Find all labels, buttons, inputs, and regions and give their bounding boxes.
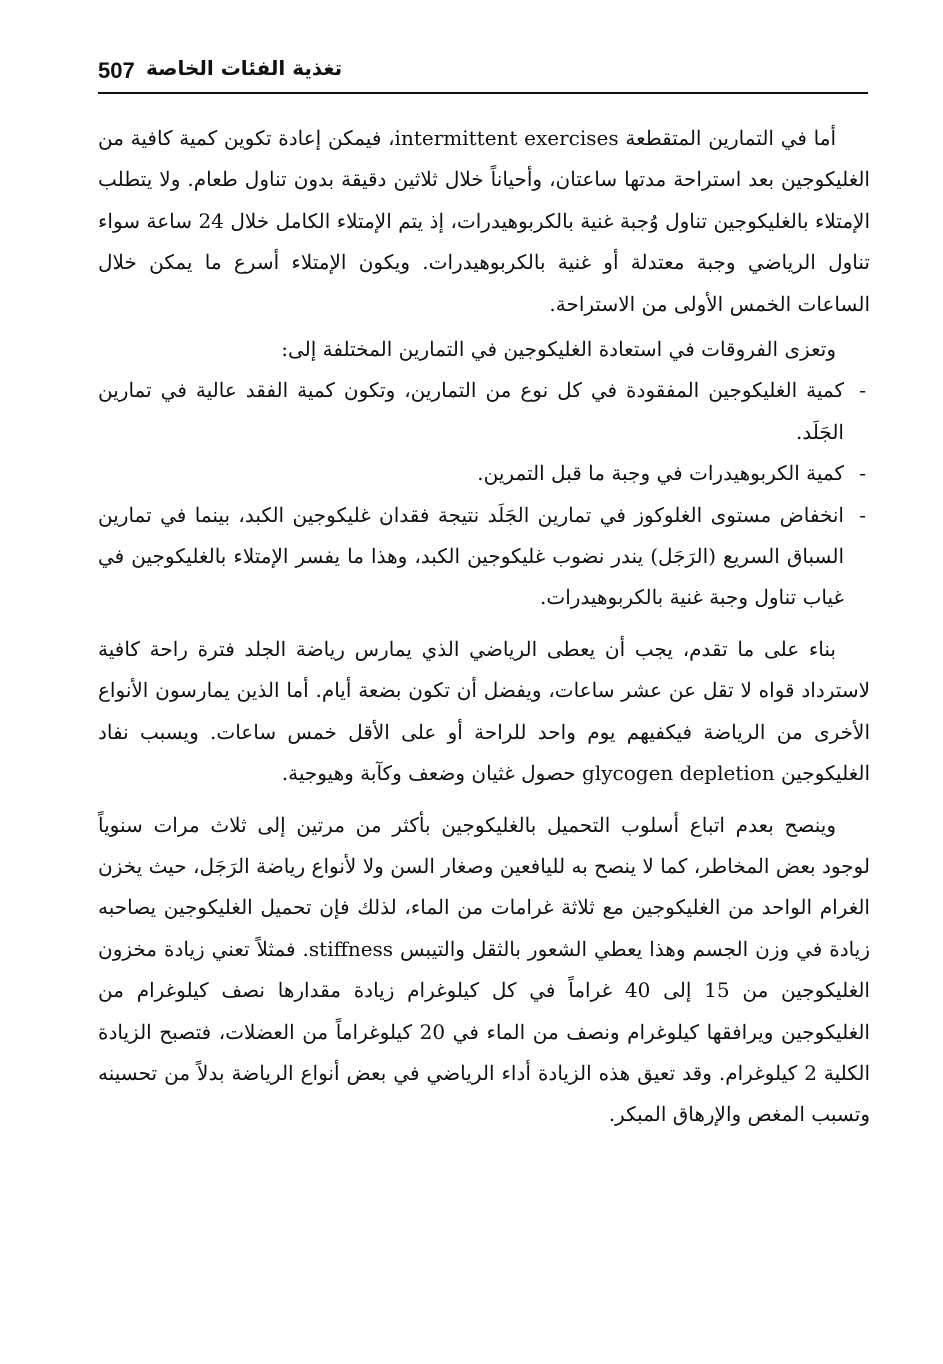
paragraph-differences-intro: وتعزى الفروقات في استعادة الغليكوجين في التمارين المختلفة إلى: (281, 337, 836, 362)
list-item: - انخفاض مستوى الغلوكوز في تمارين الجَلَد نتيجة فقدان غليكوجين الكبد، بينما في تمارين السباق السريع (الرَجَل) يندر نضوب غليكوجين الكبد، وهذا ما يفسر الإمتلاء بالغليكوجين في غياب تناول وجبة غنية بالكربوهيدرات. (98, 495, 870, 619)
differences-list (98, 370, 870, 618)
list-item: - كمية الكربوهيدرات في وجبة ما قبل التمرين. (98, 453, 870, 494)
page-body (98, 118, 870, 1136)
paragraph-rest-period: بناء على ما تقدم، يجب أن يعطى الرياضي الذي يمارس رياضة الجلد فترة راحة كافية لاسترداد قواه لا تقل عن عشر ساعات، ويفضل أن تكون بضعة أيام. أما الذين يمارسون الأنواع الأخرى من الرياضة فيكفيهم يوم واحد للراحة أو على الأقل خمس ساعات. ويسبب نفاد الغليكوجين glycogen depletion حصول غثيان وضعف وكآبة وهيوجية. (98, 636, 870, 786)
page-header (98, 56, 868, 94)
running-title: تغذية الفئات الخاصة (146, 56, 343, 80)
paragraph-glycogen-loading-advice: وينصح بعدم اتباع أسلوب التحميل بالغليكوجين بأكثر من مرتين إلى ثلاث مرات سنوياً لوجود بعض المخاطر، كما لا ينصح به لليافعين وصغار السن ولا لأنواع رياضة الرَجَل، حيث يخزن الغرام الواحد من الغليكوجين مع ثلاثة غرامات من الماء، لذلك فإن تحميل الغليكوجين يصاحبه زيادة في وزن الجسم وهذا يعطي الشعور بالثقل والتيبس stiffness. فمثلاً تعني زيادة مخزون الغليكوجين من 15 إلى 40 غراماً في كل كيلوغرام زيادة مقدارها نصف كيلوغرام من الغليكوجين ويرافقها كيلوغرام ونصف من الماء في 20 كيلوغراماً من العضلات، فتصبح الزيادة الكلية 2 كيلوغرام. وقد تعيق هذه الزيادة أداء الرياضي في بعض أنواع الرياضة بدلاً من تحسينه وتسبب المغص والإرهاق المبكر. (98, 812, 871, 1127)
page-number: 507 (98, 58, 135, 83)
paragraph-intermittent-exercises: أما في التمارين المتقطعة intermittent exercises، فيمكن إعادة تكوين كمية كافية من الغليكوجين بعد استراحة مدتها ساعتان، وأحياناً خلال ثلاثين دقيقة بدون تناول طعام. ولا يتطلب الإمتلاء بالغليكوجين تناول وُجبة غنية بالكربوهيدرات، إذ يتم الإمتلاء الكامل خلال 24 ساعة سواء تناول الرياضي وجبة معتدلة أو غنية بالكربوهيدرات. ويكون الإمتلاء أسرع ما يمكن خلال الساعات الخمس الأولى من الاستراحة. (98, 126, 870, 316)
list-item: - كمية الغليكوجين المفقودة في كل نوع من التمارين، وتكون كمية الفقد عالية في تمارين الجَلَد. (98, 370, 870, 453)
